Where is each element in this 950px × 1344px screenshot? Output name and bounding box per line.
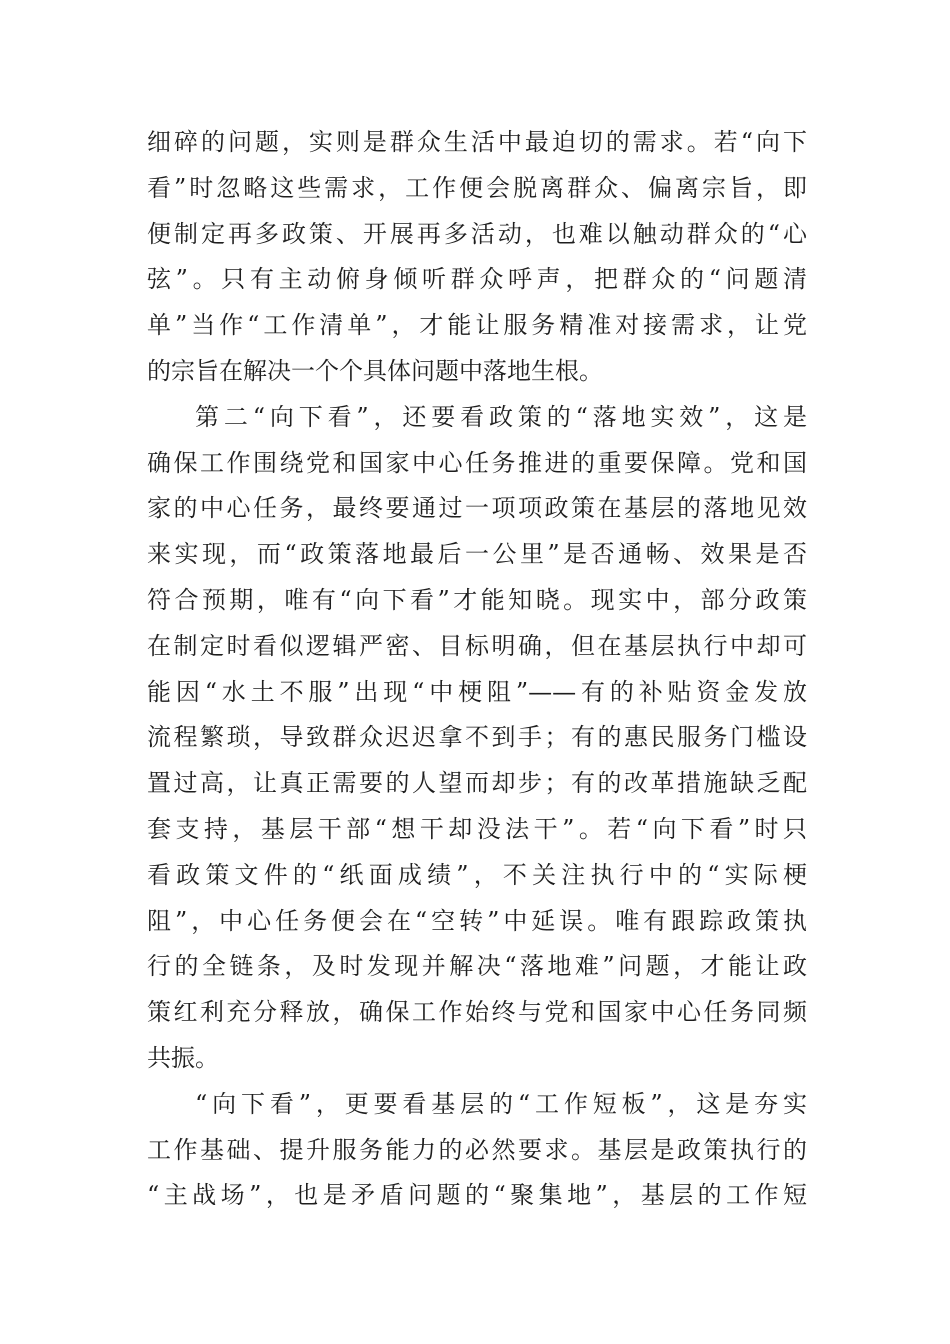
text-line: 策红利充分释放，确保工作始终与党和国家中心任务同频 [147, 998, 807, 1027]
text-line: 在制定时看似逻辑严密、目标明确，但在基层执行中却可 [147, 631, 807, 660]
text-line: 工作基础、提升服务能力的必然要求。基层是政策执行的 [147, 1135, 807, 1164]
text-line: “主战场”，也是矛盾问题的“聚集地”，基层的工作短 [147, 1181, 807, 1210]
text-line: 单”当作“工作清单”，才能让服务精准对接需求，让党 [147, 311, 807, 340]
text-line: 置过高，让真正需要的人望而却步；有的改革措施缺乏配 [147, 769, 807, 798]
text-line: 弦”。只有主动俯身倾听群众呼声，把群众的“问题清 [147, 265, 807, 294]
text-line: 细碎的问题，实则是群众生活中最迫切的需求。若“向下 [147, 128, 807, 156]
text-line: 便制定再多政策、开展再多活动，也难以触动群众的“心 [147, 219, 807, 248]
text-line: 能因“水土不服”出现“中梗阻”——有的补贴资金发放 [147, 677, 807, 706]
text-line: 来实现，而“政策落地最后一公里”是否通畅、效果是否 [147, 540, 807, 569]
paragraph-start-line: “向下看”，更要看基层的“工作短板”，这是夯实 [195, 1089, 807, 1118]
text-line: 的宗旨在解决一个个具体问题中落地生根。 [147, 356, 603, 385]
text-line: 共振。 [147, 1043, 219, 1072]
text-line: 套支持，基层干部“想干却没法干”。若“向下看”时只 [147, 814, 807, 843]
text-line: 确保工作围绕党和国家中心任务推进的重要保障。党和国 [147, 448, 807, 477]
text-line: 符合预期，唯有“向下看”才能知晓。现实中，部分政策 [147, 585, 807, 614]
text-line: 看”时忽略这些需求，工作便会脱离群众、偏离宗旨，即 [147, 173, 807, 202]
text-line: 行的全链条，及时发现并解决“落地难”问题，才能让政 [147, 952, 807, 981]
body-text [147, 120, 807, 1219]
text-line: 家的中心任务，最终要通过一项项政策在基层的落地见效 [147, 494, 807, 523]
text-line: 看政策文件的“纸面成绩”，不关注执行中的“实际梗 [147, 860, 807, 889]
paragraph-start-line: 第二“向下看”，还要看政策的“落地实效”，这是 [195, 402, 807, 431]
text-line: 流程繁琐，导致群众迟迟拿不到手；有的惠民服务门槛设 [147, 723, 807, 752]
text-line: 阻”，中心任务便会在“空转”中延误。唯有跟踪政策执 [147, 906, 807, 935]
